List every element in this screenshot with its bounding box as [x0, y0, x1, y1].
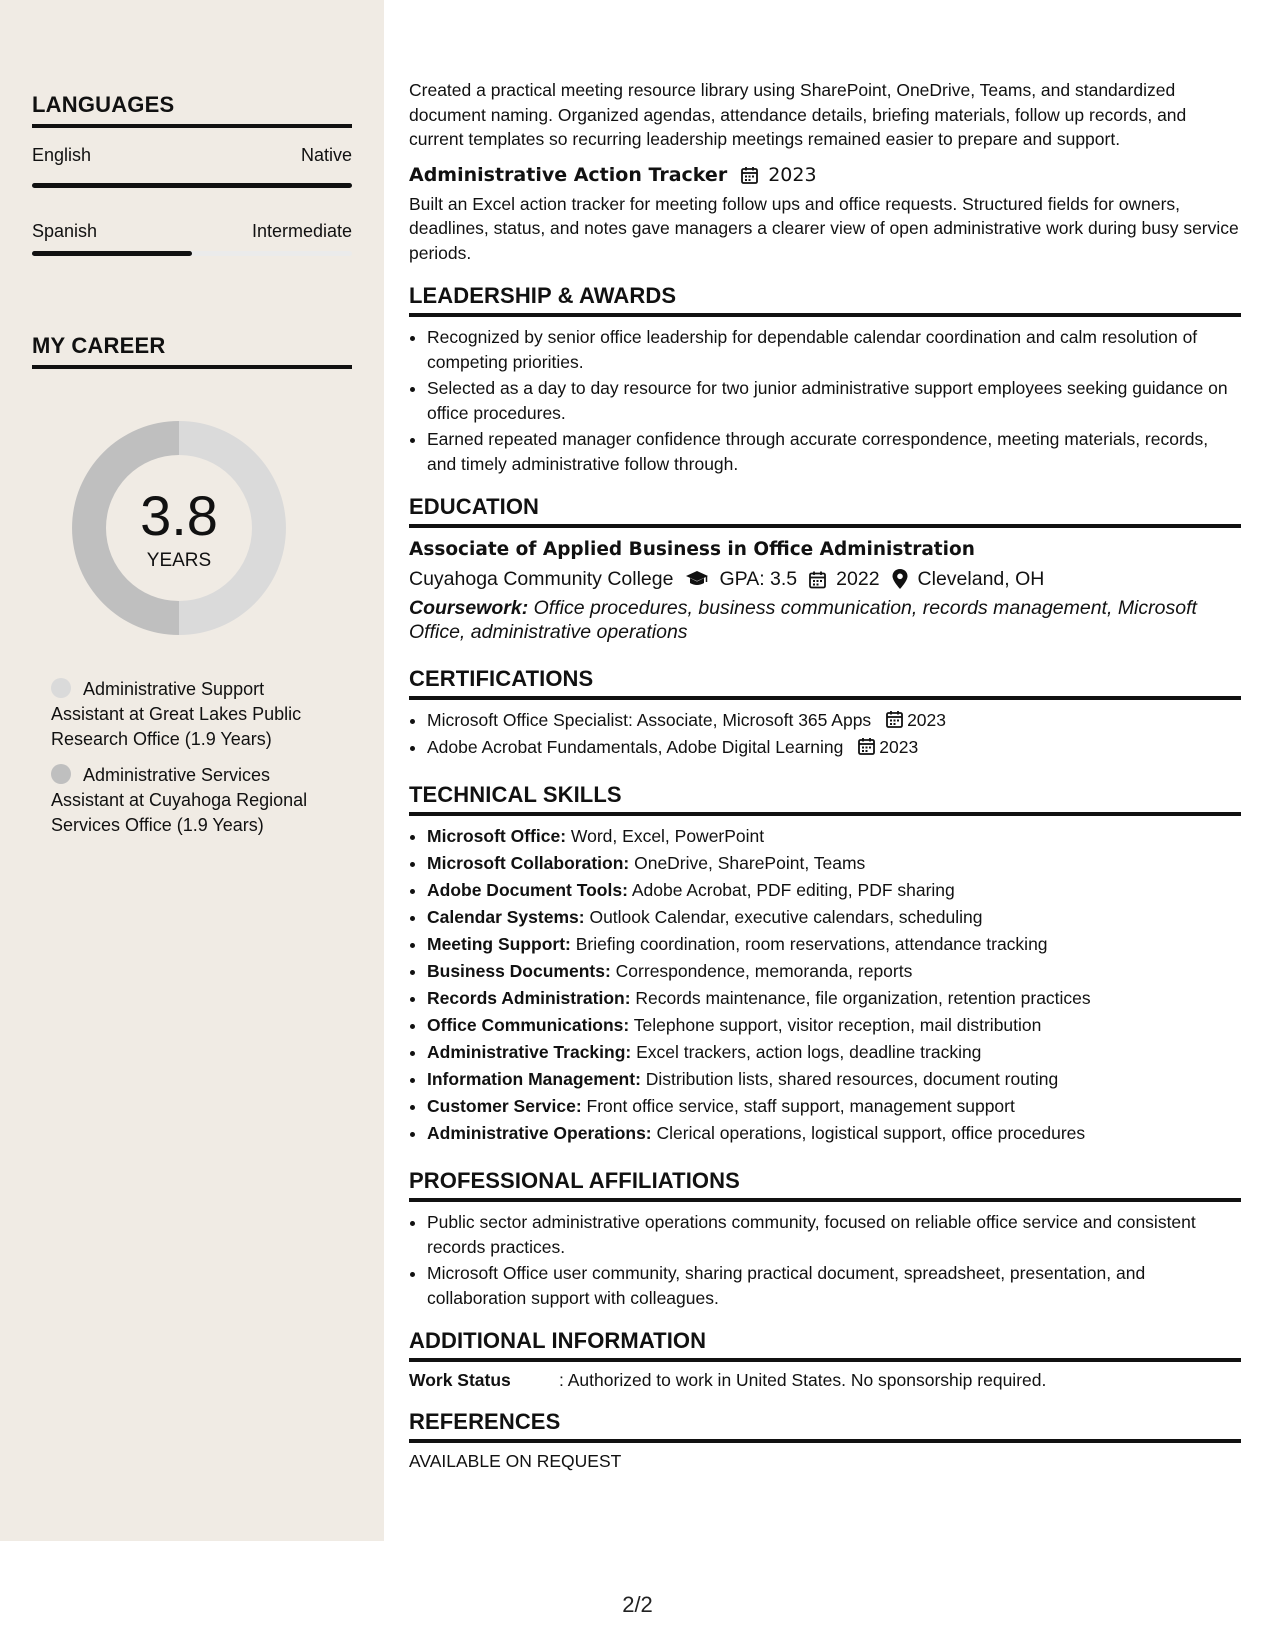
- certification-year: 2023: [907, 710, 946, 730]
- additional-section-title: ADDITIONAL INFORMATION: [409, 1328, 1241, 1362]
- skill-item: [427, 932, 1241, 957]
- skill-value: Front office service, staff support, management support: [586, 1096, 1015, 1116]
- language-row-english: [32, 145, 352, 166]
- skill-label: Microsoft Office:: [427, 826, 567, 846]
- skill-label: Meeting Support:: [427, 934, 571, 954]
- calendar-icon: [886, 710, 903, 728]
- language-level: Native: [300, 145, 352, 165]
- career-total-value: 3.8: [140, 484, 218, 547]
- calendar-icon: [809, 570, 826, 589]
- main-content: [409, 78, 1241, 1472]
- project-title-row: [409, 162, 1241, 188]
- skill-value: Records maintenance, file organization, retention practices: [635, 988, 1091, 1008]
- skill-value: Telephone support, visitor reception, mail distribution: [633, 1015, 1042, 1035]
- affiliations-section-title: PROFESSIONAL AFFILIATIONS: [409, 1168, 1241, 1202]
- career-item: [51, 677, 331, 752]
- languages-title: LANGUAGES: [32, 92, 352, 128]
- skill-label: Office Communications:: [427, 1015, 630, 1035]
- certifications-list: [409, 708, 1241, 760]
- skill-label: Administrative Operations:: [427, 1123, 652, 1143]
- skill-value: Correspondence, memoranda, reports: [615, 961, 913, 981]
- education-degree: Associate of Applied Business in Office Administration: [409, 539, 975, 560]
- affiliation-item: • Public sector administrative operations community, focused on reliable office service and consistent records practices.: [427, 1210, 1241, 1259]
- location-pin-icon: [892, 569, 908, 589]
- language-proficiency-fill: [32, 251, 192, 256]
- leadership-item: • Selected as a day to day resource for two junior administrative support employees seeking guidance on office procedures.: [427, 376, 1241, 425]
- work-status-value: : Authorized to work in United States. No sponsorship required.: [559, 1370, 1047, 1390]
- project-year: 2023: [768, 163, 817, 186]
- language-proficiency-bar: [32, 251, 352, 256]
- education-coursework: [409, 596, 1241, 644]
- skill-item: [427, 824, 1241, 849]
- skill-label: Records Administration:: [427, 988, 631, 1008]
- skill-value: Adobe Acrobat, PDF editing, PDF sharing: [631, 880, 955, 900]
- graduation-cap-icon: [685, 570, 709, 588]
- skill-value: Distribution lists, shared resources, document routing: [645, 1069, 1059, 1089]
- education-section-title: EDUCATION: [409, 494, 1241, 528]
- skill-item: [427, 851, 1241, 876]
- language-name: English: [32, 145, 92, 165]
- skills-section-title: TECHNICAL SKILLS: [409, 782, 1241, 816]
- education-location: Cleveland, OH: [917, 568, 1045, 590]
- certification-year: 2023: [879, 737, 919, 757]
- project-title: Administrative Action Tracker: [409, 163, 728, 186]
- skill-value: Word, Excel, PowerPoint: [570, 826, 765, 846]
- career-total-unit: YEARS: [146, 550, 212, 571]
- skill-label: Microsoft Collaboration:: [427, 853, 630, 873]
- skill-value: Clerical operations, logistical support, office procedures: [656, 1123, 1086, 1143]
- leadership-list: [409, 325, 1241, 476]
- skill-label: Business Documents:: [427, 961, 611, 981]
- calendar-icon: [741, 166, 758, 184]
- certifications-section-title: CERTIFICATIONS: [409, 666, 1241, 700]
- language-proficiency-fill: [32, 183, 352, 188]
- affiliations-list: [409, 1210, 1241, 1310]
- skill-item: [427, 1121, 1241, 1146]
- project-intro-paragraph: Created a practical meeting resource library using SharePoint, OneDrive, Teams, and standardized document naming. Organized agendas, attendance details, briefing materials, follow up records, and current templates so recurring leadership meetings remained easier to prepare and support.: [409, 80, 1187, 149]
- skill-value: Briefing coordination, room reservations, attendance tracking: [575, 934, 1048, 954]
- coursework-label: Coursework:: [409, 597, 529, 619]
- skill-item: [427, 1094, 1241, 1119]
- references-text: AVAILABLE ON REQUEST: [409, 1451, 622, 1471]
- skill-label: Adobe Document Tools:: [427, 880, 628, 900]
- project-description: Built an Excel action tracker for meeting follow ups and office requests. Structured fields for owners, deadlines, status, and notes gave managers a clearer view of open administrative work during busy service periods.: [409, 193, 1239, 263]
- career-item-text: Administrative Support Assistant at Great Lakes Public Research Office (1.9 Years): [51, 679, 302, 749]
- affiliation-item: • Microsoft Office user community, sharing practical document, spreadsheet, presentation, and collaboration support with colleagues.: [427, 1261, 1241, 1310]
- skill-label: Calendar Systems:: [427, 907, 585, 927]
- education-meta: [409, 564, 1241, 594]
- certification-item: [427, 735, 1241, 760]
- skill-item: [427, 986, 1241, 1011]
- education-gpa: GPA: 3.5: [719, 568, 798, 590]
- skill-item: [427, 1040, 1241, 1065]
- education-year: 2022: [836, 568, 880, 590]
- education-school: Cuyahoga Community College: [409, 568, 674, 590]
- coursework-text: Office procedures, business communication, records management, Microsoft Office, administrative operations: [409, 597, 1197, 643]
- work-status-label: Work Status: [409, 1370, 511, 1390]
- page-number: 2/2: [622, 1592, 653, 1617]
- skill-value: Outlook Calendar, executive calendars, scheduling: [589, 907, 983, 927]
- references-section-title: REFERENCES: [409, 1409, 1241, 1443]
- leadership-item: • Earned repeated manager confidence through accurate correspondence, meeting materials, records, and timely administrative follow through.: [427, 427, 1241, 476]
- certification-name: Microsoft Office Specialist: Associate, Microsoft 365 Apps: [427, 710, 872, 730]
- skill-value: Excel trackers, action logs, deadline tracking: [636, 1042, 982, 1062]
- career-legend-dot: [51, 678, 71, 698]
- skill-item: [427, 1067, 1241, 1092]
- language-row-spanish: [32, 221, 352, 242]
- skill-label: Information Management:: [427, 1069, 641, 1089]
- certification-name: Adobe Acrobat Fundamentals, Adobe Digital Learning: [427, 737, 844, 757]
- career-title: MY CAREER: [32, 333, 352, 369]
- skill-label: Customer Service:: [427, 1096, 582, 1116]
- career-item-text: Administrative Services Assistant at Cuyahoga Regional Services Office (1.9 Years): [51, 765, 308, 835]
- skills-list: [409, 824, 1241, 1146]
- skill-value: OneDrive, SharePoint, Teams: [634, 853, 866, 873]
- leadership-item: • Recognized by senior office leadership for dependable calendar coordination and calm resolution of competing priorities.: [427, 325, 1241, 374]
- skill-item: [427, 905, 1241, 930]
- language-proficiency-bar: [32, 183, 352, 188]
- language-level: Intermediate: [251, 221, 352, 241]
- skill-item: [427, 878, 1241, 903]
- skill-label: Administrative Tracking:: [427, 1042, 632, 1062]
- career-item: [51, 763, 331, 838]
- calendar-icon: [858, 737, 875, 755]
- career-legend-dot: [51, 764, 71, 784]
- skill-item: [427, 1013, 1241, 1038]
- skill-item: [427, 959, 1241, 984]
- work-status-row: [409, 1370, 1241, 1391]
- certification-item: [427, 708, 1241, 733]
- language-name: Spanish: [32, 221, 98, 241]
- leadership-section-title: LEADERSHIP & AWARDS: [409, 283, 1241, 317]
- sidebar: [0, 0, 384, 1541]
